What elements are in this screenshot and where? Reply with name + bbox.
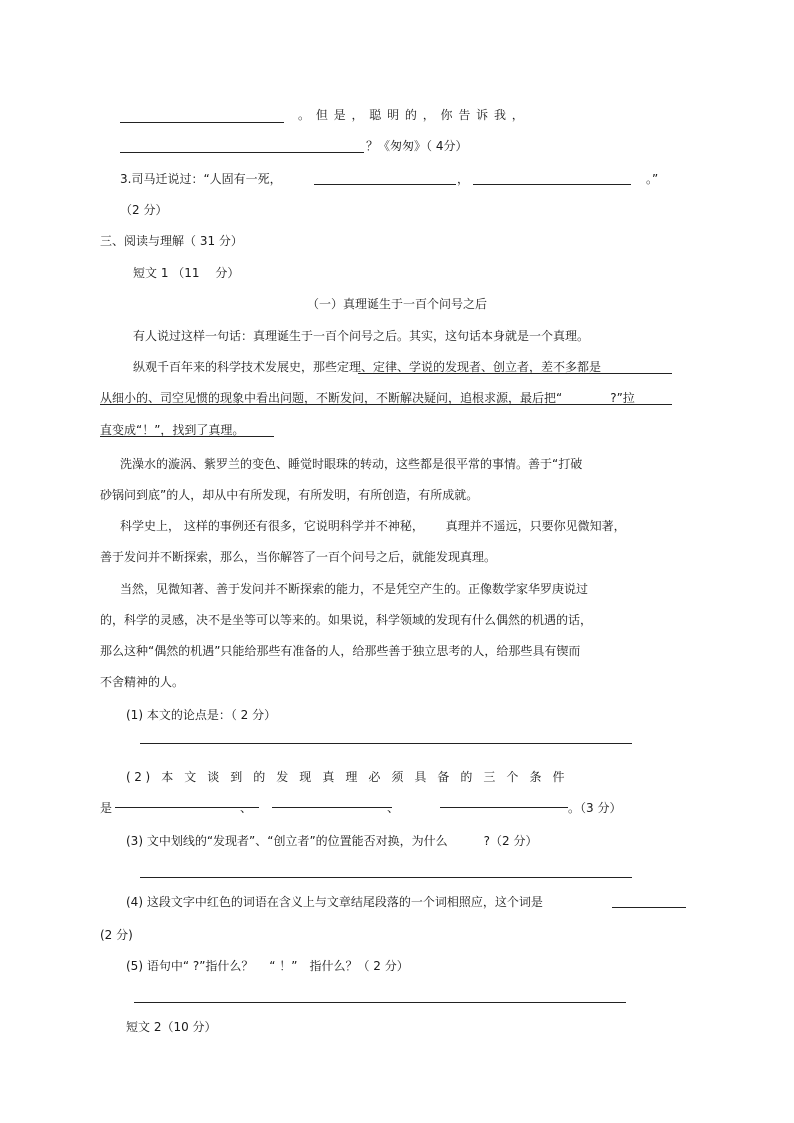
paragraph-line: 善于发问并不断探索，那么，当你解答了一百个问号之后，就能发现真理。 <box>100 550 497 564</box>
answer-blank[interactable] <box>140 743 632 744</box>
paragraph-line: 当然，见微知著、善于发问并不断探索的能力，不是凭空产生的。正像数学家华罗庚说过 <box>120 582 589 596</box>
paragraph-line: 直变成“！”，找到了真理。 <box>100 423 245 437</box>
question-5: (5) 语句中“ ?”指什么？ “ ！” 指什么？（ 2 分） <box>126 959 409 973</box>
answer-blank[interactable] <box>134 1002 626 1003</box>
answer-blank[interactable] <box>440 807 568 808</box>
paragraph-line: 砂锅问到底”的人，却从中有所发现，有所发明，有所创造，有所成就。 <box>100 488 479 502</box>
answer-blank[interactable] <box>314 184 456 185</box>
question-2: (2) 本 文 谈 到 的 发 现 真 理 必 须 具 备 的 三 个 条 件 <box>126 770 569 784</box>
answer-blank[interactable] <box>140 877 632 878</box>
section-title: 三、阅读与理解（ 31 分） <box>100 234 243 248</box>
question-4-score: (2 分) <box>100 928 133 942</box>
underline-mark <box>358 373 672 374</box>
underline-mark <box>100 436 274 437</box>
answer-blank[interactable] <box>120 122 284 123</box>
paragraph-line: 洗澡水的漩涡、紫罗兰的变色、睡觉时眼珠的转动，这些都是很平常的事情。善于“打破 <box>120 457 583 471</box>
question-2-sep: 、 <box>387 801 400 815</box>
answer-blank[interactable] <box>115 807 259 808</box>
paragraph-line: 从细小的、司空见惯的现象中看出问题，不断发问，不断解决疑问，追根求源，最后把“ ?”拉 <box>100 391 635 405</box>
q3-text: 3.司马迁说过：“人固有一死， <box>120 172 282 186</box>
passage1-label: 短文 1 （11 分） <box>133 266 240 280</box>
passage1-title: （一）真理诞生于一百个问号之后 <box>306 297 487 311</box>
question-1: (1) 本文的论点是：（ 2 分） <box>126 708 277 722</box>
q3-score: （2 分） <box>120 203 168 217</box>
answer-blank[interactable] <box>612 907 686 908</box>
paragraph-line: 不舍精神的人。 <box>100 675 185 689</box>
passage2-label: 短文 2（10 分） <box>126 1020 217 1034</box>
q2-line1: 。 但 是 ， 聪 明 的 ， 你 告 诉 我 ， <box>298 108 525 122</box>
question-3: (3) 文中划线的“发现者”、“创立者”的位置能否对换，为什么 ?（2 分） <box>126 834 538 848</box>
question-2-is: 是 <box>100 801 113 815</box>
answer-blank[interactable] <box>272 807 392 808</box>
q3-end: 。” <box>646 172 659 186</box>
paragraph-line: 有人说过这样一句话：真理诞生于一百个问号之后。其实，这句话本身就是一个真理。 <box>133 329 590 343</box>
q2-line2: ？《匆匆》（ 4分） <box>366 139 468 153</box>
question-2-end: 。（3 分） <box>568 801 622 815</box>
answer-blank[interactable] <box>473 184 631 185</box>
underline-mark <box>100 404 672 405</box>
question-2-sep: 、 <box>240 801 253 815</box>
question-4: (4) 这段文字中红色的词语在含义上与文章结尾段落的一个词相照应，这个词是 <box>126 895 543 909</box>
answer-blank[interactable] <box>120 152 364 153</box>
paragraph-line: 纵观千百年来的科学技术发展史，那些定理、定律、学说的发现者、创立者，差不多都是 <box>133 360 602 374</box>
paragraph-line: 科学史上， 这样的事例还有很多，它说明科学并不神秘， 真理并不遥远，只要你见微知著， <box>120 519 626 533</box>
paragraph-line: 那么这种“偶然的机遇”只能给那些有准备的人，给那些善于独立思考的人，给那些具有锲而 <box>100 644 581 658</box>
paragraph-line: 的，科学的灵感，决不是坐等可以等来的。如果说，科学领域的发现有什么偶然的机遇的话， <box>100 613 593 627</box>
q3-comma: ， <box>457 172 470 186</box>
